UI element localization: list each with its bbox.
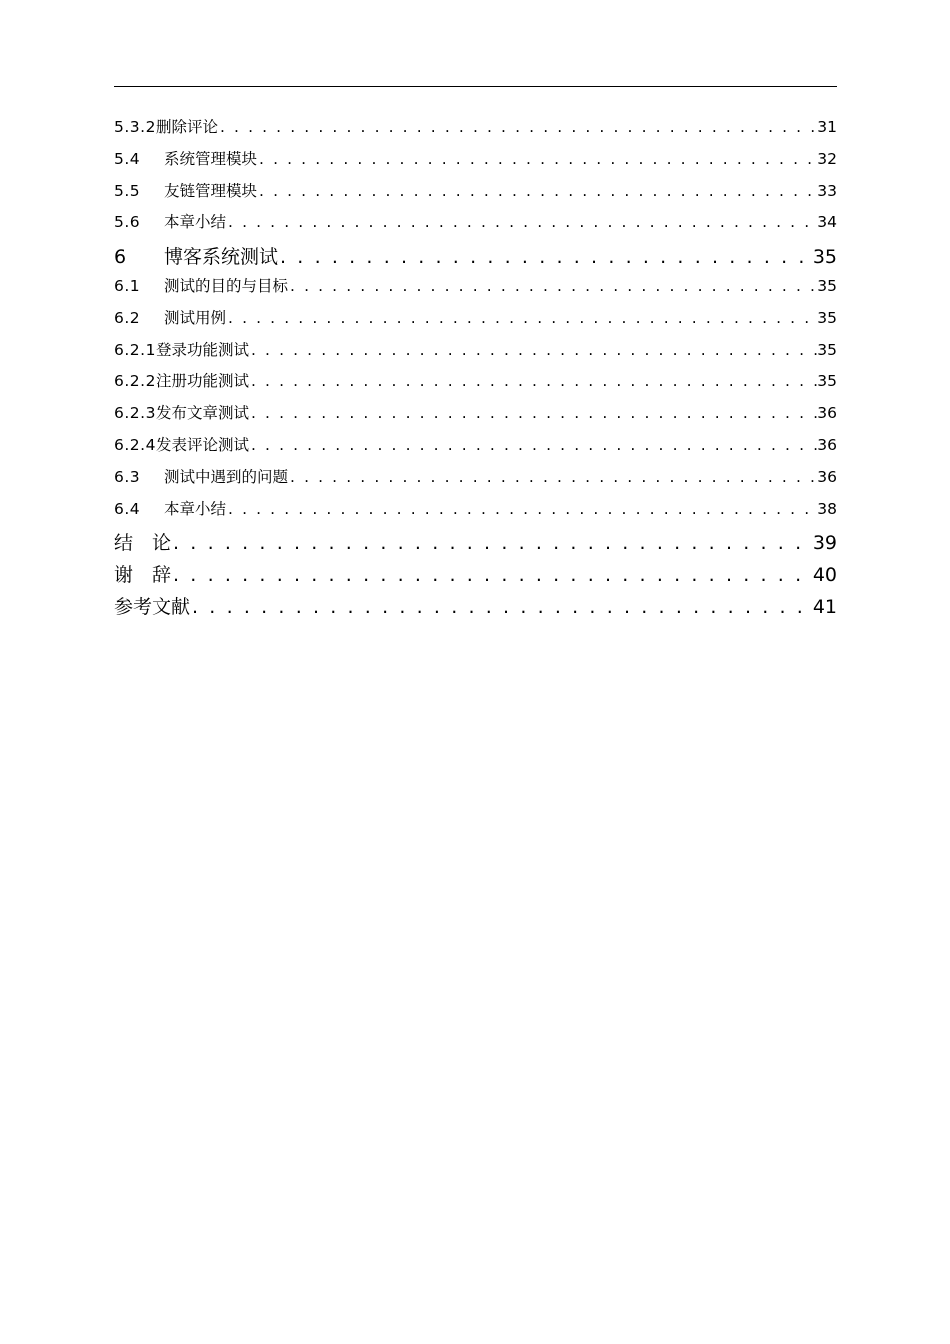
toc-page-number: 32 <box>817 149 837 168</box>
toc-page-number: 35 <box>812 246 837 269</box>
toc-entry-5-4[interactable] <box>114 147 837 179</box>
toc-leader-dots <box>288 277 817 295</box>
toc-entry-5-3-2[interactable] <box>114 115 837 147</box>
toc-leader-dots <box>278 246 813 268</box>
toc-number: 6.1 <box>114 276 141 295</box>
toc-leader-dots <box>249 341 817 359</box>
toc-leader-dots <box>288 468 817 486</box>
toc-title: 本章小结 <box>164 213 227 232</box>
toc-page-number: 31 <box>817 118 837 136</box>
toc-number: 6.4 <box>114 499 141 518</box>
toc-number: 6.2.2 <box>114 372 156 391</box>
toc-entry-acknowledgements[interactable] <box>114 560 837 592</box>
toc-entry-6-2[interactable] <box>114 306 837 338</box>
toc-title: 发表评论测试 <box>155 435 249 454</box>
toc-leader-dots <box>171 532 813 554</box>
toc-leader-dots <box>249 372 817 390</box>
toc-leader-dots <box>249 404 817 422</box>
toc-title: 友链管理模块 <box>164 181 258 200</box>
toc-title: 登录功能测试 <box>155 340 249 359</box>
toc-leader-dots <box>226 213 817 231</box>
toc-title: 测试中遇到的问题 <box>164 467 289 486</box>
toc-title: 博客系统测试 <box>164 246 279 269</box>
toc-leader-dots <box>171 564 813 586</box>
toc-entry-6-2-2[interactable] <box>114 369 837 401</box>
toc-page-number: 38 <box>817 499 837 518</box>
toc-number: 6.2.3 <box>114 404 156 423</box>
toc-page-number: 33 <box>817 181 837 200</box>
toc-entry-conclusion[interactable] <box>114 528 837 560</box>
toc-number: 6.3 <box>114 467 141 486</box>
toc-leader-dots <box>257 150 817 168</box>
toc-title: 结 论 <box>114 532 172 555</box>
toc-number: 5.6 <box>114 213 141 232</box>
toc-title: 谢 辞 <box>114 564 172 587</box>
header-rule <box>114 86 837 87</box>
toc-entry-6-4[interactable] <box>114 497 837 529</box>
toc-title: 系统管理模块 <box>164 149 258 168</box>
toc-entry-references[interactable] <box>114 592 837 624</box>
toc-page-number: 34 <box>817 213 837 232</box>
toc-page-number: 36 <box>817 435 837 454</box>
toc-number: 5.4 <box>114 149 141 168</box>
toc-entry-6[interactable] <box>114 242 837 274</box>
toc-entry-5-6[interactable] <box>114 210 837 242</box>
toc-title: 测试用例 <box>164 308 227 327</box>
toc-number: 6.2.4 <box>114 435 156 454</box>
toc-title: 删除评论 <box>155 118 218 136</box>
toc-number: 5.3.2 <box>114 118 156 136</box>
toc-title: 注册功能测试 <box>155 372 249 391</box>
toc-entry-6-2-4[interactable] <box>114 433 837 465</box>
toc-page-number: 35 <box>817 372 837 391</box>
toc-title: 本章小结 <box>164 499 227 518</box>
toc-leader-dots <box>190 596 813 618</box>
toc-entry-6-2-3[interactable] <box>114 401 837 433</box>
toc-entry-5-5[interactable] <box>114 179 837 211</box>
toc-page-number: 36 <box>817 467 837 486</box>
toc-page-number: 35 <box>817 276 837 295</box>
toc-page-number: 36 <box>817 404 837 423</box>
toc-page-number: 35 <box>817 308 837 327</box>
toc-page-number: 41 <box>812 595 837 618</box>
toc-leader-dots <box>226 309 817 327</box>
toc-number: 6 <box>114 246 127 269</box>
toc-number: 6.2.1 <box>114 340 156 359</box>
toc-entry-6-3[interactable] <box>114 465 837 497</box>
toc-leader-dots <box>249 436 817 454</box>
toc-title: 发布文章测试 <box>155 404 249 423</box>
toc-leader-dots <box>257 182 817 200</box>
toc-leader-dots <box>226 500 817 518</box>
toc-number: 6.2 <box>114 308 141 327</box>
table-of-contents <box>114 115 837 624</box>
toc-page-number: 40 <box>812 564 837 587</box>
toc-title: 测试的目的与目标 <box>164 276 289 295</box>
toc-page-number: 39 <box>812 532 837 555</box>
toc-entry-6-1[interactable] <box>114 274 837 306</box>
toc-page-number: 35 <box>817 340 837 359</box>
toc-title: 参考文献 <box>114 595 191 618</box>
toc-leader-dots <box>218 118 817 136</box>
toc-entry-6-2-1[interactable] <box>114 338 837 370</box>
toc-number: 5.5 <box>114 181 141 200</box>
